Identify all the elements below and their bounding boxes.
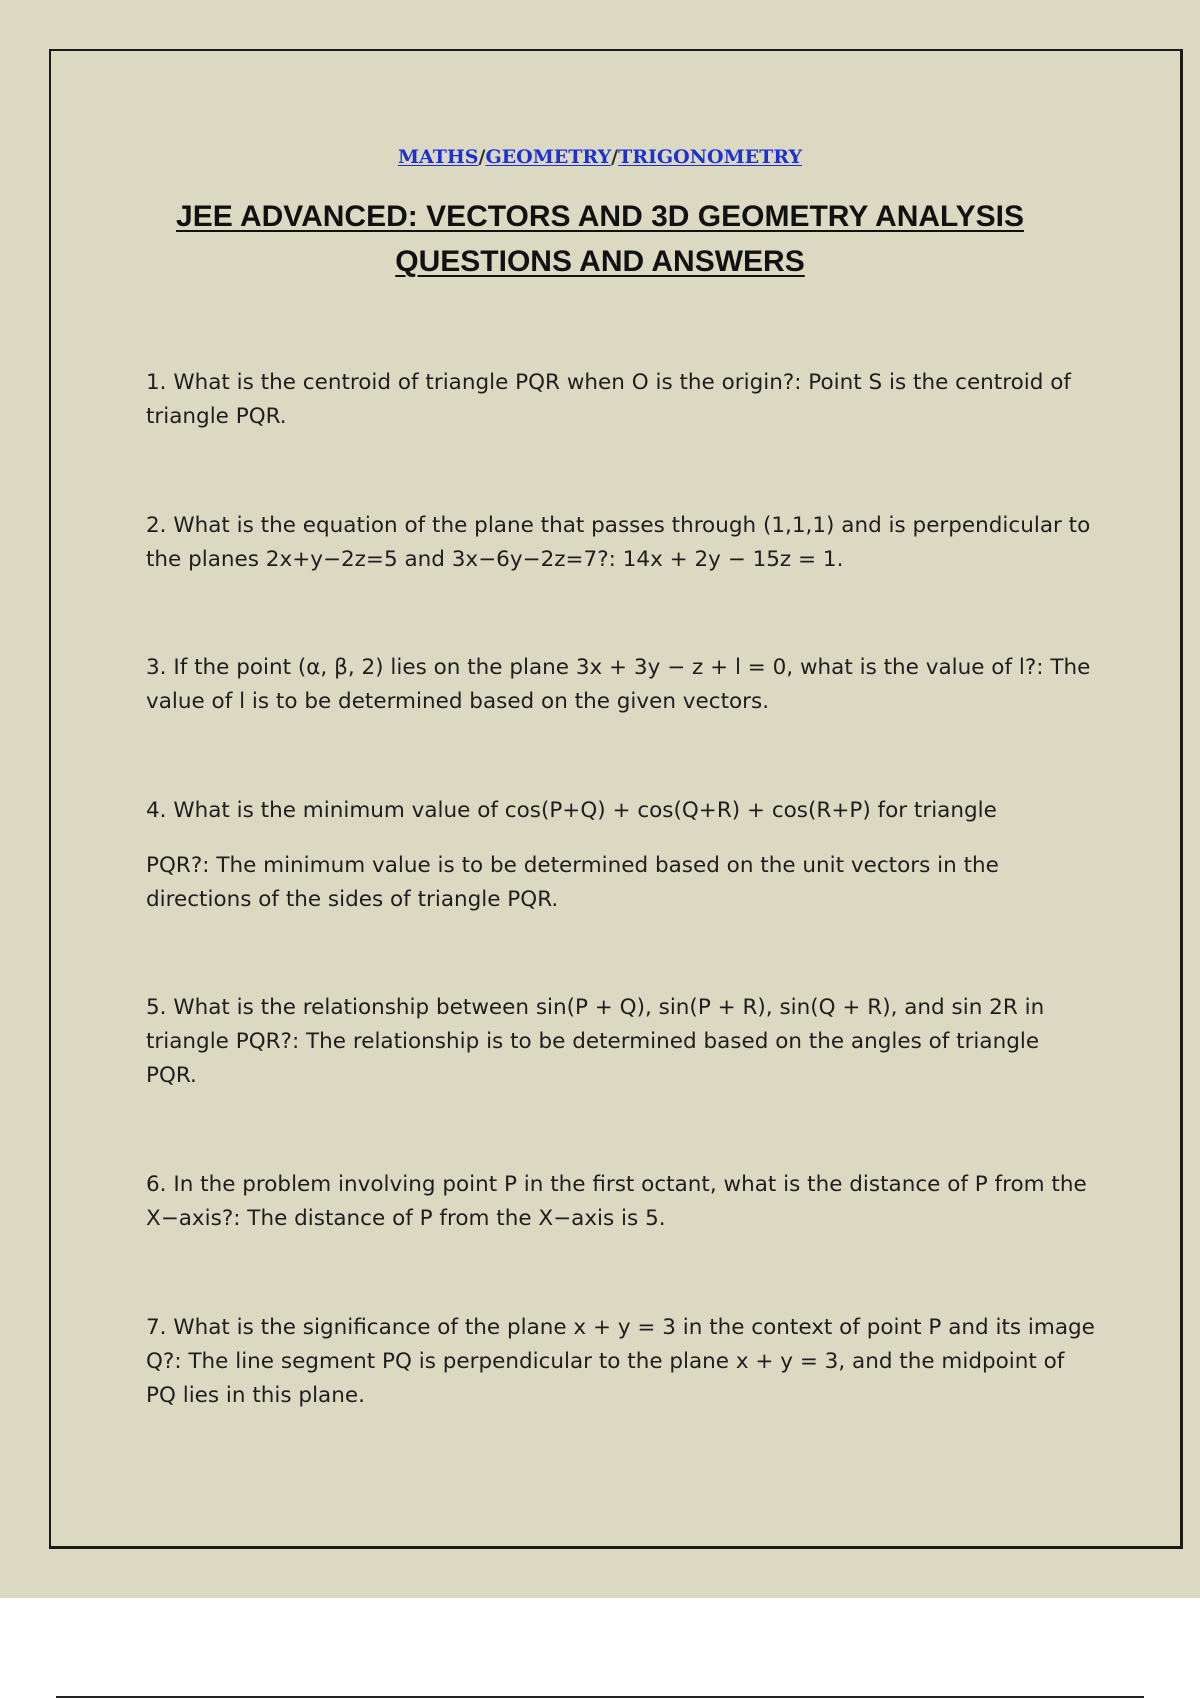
question-7: 7. What is the significance of the plane x + y = 3 in the context of point P and its image Q?: The line segment PQ is perpendicular to the plane x + y = 3, and the midpoint of PQ lies in this plane. — [146, 1315, 1095, 1408]
page-title-line-1: JEE ADVANCED: VECTORS AND 3D GEOMETRY ANALYSIS — [176, 200, 1024, 233]
page-title — [0, 194, 1200, 284]
breadcrumb — [0, 146, 1200, 168]
breadcrumb-link-maths[interactable]: MATHS — [397, 146, 479, 168]
question-4: 4. What is the minimum value of cos(P+Q) + cos(Q+R) + cos(R+P) for triangle — [146, 798, 997, 823]
question-3: 3. If the point (α, β, 2) lies on the plane 3x + 3y − z + l = 0, what is the value of l?: The value of l is to be determined based on the given vectors. — [146, 655, 1091, 714]
question-1: 1. What is the centroid of triangle PQR when O is the origin?: Point S is the centroid of triangle PQR. — [146, 370, 1071, 429]
question-6: 6. In the problem involving point P in the first octant, what is the distance of P from the X−axis?: The distance of P from the X−axis is 5. — [146, 1172, 1087, 1231]
breadcrumb-link-trigonometry[interactable]: TRIGONOMETRY — [618, 146, 803, 168]
breadcrumb-separator: / — [611, 146, 619, 168]
question-5: 5. What is the relationship between sin(P + Q), sin(P + R), sin(Q + R), and sin 2R in triangle PQR?: The relationship is to be determined based on the angles of triangle PQR. — [146, 995, 1045, 1088]
question-2: 2. What is the equation of the plane that passes through (1,1,1) and is perpendicular to the planes 2x+y−2z=5 and 3x−6y−2z=7?: 14x + 2y − 15z = 1. — [146, 513, 1091, 572]
breadcrumb-link-geometry[interactable]: GEOMETRY — [485, 146, 612, 168]
question-4-continued: PQR?: The minimum value is to be determined based on the unit vectors in the directions of the sides of triangle PQR. — [146, 853, 999, 912]
footer-divider — [56, 1696, 1144, 1698]
breadcrumb-separator: / — [478, 146, 486, 168]
page-title-line-2: QUESTIONS AND ANSWERS — [395, 245, 805, 278]
